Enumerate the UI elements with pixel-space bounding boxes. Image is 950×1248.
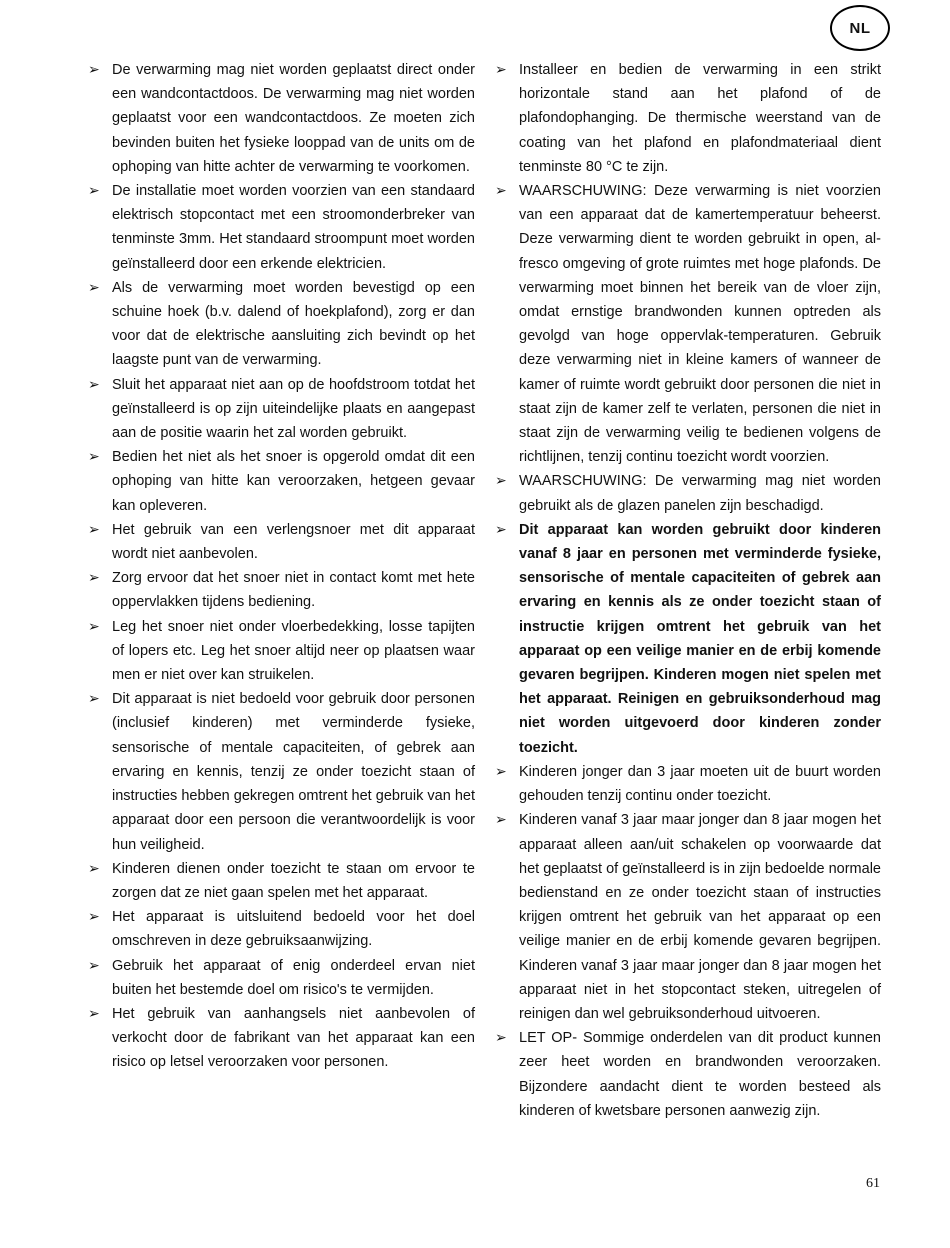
arrow-bullet-icon: ➢ (88, 570, 100, 587)
arrow-bullet-icon: ➢ (495, 521, 507, 538)
bullet-text: De installatie moet worden voorzien van een standaard elektrisch stopcontact met een stroomonderbreker van tenminste 3mm. Het standaard stroompunt moet worden geïnstalleerd door een erkende elektricien. (112, 183, 475, 272)
bullet-item (88, 58, 475, 179)
arrow-bullet-icon: ➢ (88, 909, 100, 926)
bullet-item (88, 1002, 475, 1075)
bullet-item (88, 954, 475, 1002)
bullet-item (88, 687, 475, 856)
bullet-item (495, 1026, 881, 1123)
bullet-item (88, 179, 475, 276)
bullet-item (88, 445, 475, 518)
arrow-bullet-icon: ➢ (88, 279, 100, 296)
bullet-text: WAARSCHUWING: De verwarming mag niet worden gebruikt als de glazen panelen zijn beschadigd. (519, 473, 881, 514)
bullet-text: Als de verwarming moet worden bevestigd op een schuine hoek (b.v. dalend of hoekplafond), zorg er dan voor dat de elektrische aansluiting zich bevindt op het laagste punt van de verwarming. (112, 279, 475, 369)
language-badge (830, 5, 890, 51)
bullet-text: Kinderen dienen onder toezicht te staan om ervoor te zorgen dat ze niet gaan spelen met het apparaat. (112, 860, 475, 901)
bullet-text: Kinderen jonger dan 3 jaar moeten uit de buurt worden gehouden tenzij continu onder toezicht. (519, 763, 881, 805)
bullet-item (88, 905, 475, 953)
arrow-bullet-icon: ➢ (88, 62, 100, 78)
bullet-text: LET OP- Sommige onderdelen van dit product kunnen zeer heet worden en brandwonden veroorzaken. Bijzondere aandacht dient te worden besteed als kinderen of kwetsbare personen aanwezig zijn. (519, 1030, 881, 1119)
bullet-text: Het apparaat is uitsluitend bedoeld voor het doel omschreven in deze gebruiksaanwijzing. (112, 909, 475, 950)
left-column (88, 58, 475, 1075)
bullet-item (495, 518, 881, 760)
bullet-item (495, 179, 881, 469)
bullet-item (495, 58, 881, 179)
arrow-bullet-icon: ➢ (88, 449, 100, 466)
page-number: 61 (866, 1176, 880, 1191)
bullet-text: Kinderen vanaf 3 jaar maar jonger dan 8 jaar mogen het apparaat alleen aan/uit schakelen op voorwaarde dat het geplaatst of geïnstalleerd is in zijn bedoelde normale bedienstand en ze onder toezicht staan of instructies krijgen omtrent het gebruik van het apparaat op een veilige manier en de erbij komende gevaren begrijpen. Kinderen vanaf 3 jaar maar jonger dan 8 jaar mogen het apparaat niet in het stopcontact steken, uitregelen of reinigen dan wel gebruiksonderhoud uitvoeren. (519, 812, 881, 1022)
bullet-item (88, 566, 475, 614)
arrow-bullet-icon: ➢ (88, 860, 100, 877)
bullet-item (88, 276, 475, 373)
bullet-text: Sluit het apparaat niet aan op de hoofdstroom totdat het geïnstalleerd is op zijn uiteindelijke plaats en aangepast aan de positie waarin het zal worden gebruikt. (112, 376, 475, 442)
bullet-item (88, 518, 475, 566)
bullet-item (88, 373, 475, 446)
bullet-item (495, 808, 881, 1026)
arrow-bullet-icon: ➢ (88, 521, 100, 538)
arrow-bullet-icon: ➢ (495, 473, 507, 490)
arrow-bullet-icon: ➢ (88, 1005, 100, 1022)
arrow-bullet-icon: ➢ (495, 812, 507, 829)
language-badge-label: NL (849, 19, 871, 37)
bullet-text: Zorg ervoor dat het snoer niet in contact komt met hete oppervlakken tijdens bediening. (112, 570, 475, 611)
bullet-item (495, 469, 881, 517)
arrow-bullet-icon: ➢ (495, 763, 507, 780)
bullet-text: Dit apparaat kan worden gebruikt door kinderen vanaf 8 jaar en personen met verminderde fysieke, sensorische of mentale capaciteiten of gebrek aan ervaring en kennis als ze onder toezicht staan of instructie krijgen omtrent het gebruik van het apparaat op een veilige manier en de erbij komende gevaren begrijpen. Kinderen mogen niet spelen met het apparaat. Reinigen en gebruiksonderhoud mag niet worden uitgevoerd door kinderen zonder toezicht. (519, 521, 881, 756)
bullet-text: Bedien het niet als het snoer is opgerold omdat dit een ophoping van hitte kan veroorzaken, hetgeen gevaar kan opleveren. (112, 449, 475, 514)
bullet-item (88, 615, 475, 688)
arrow-bullet-icon: ➢ (88, 957, 100, 974)
arrow-bullet-icon: ➢ (495, 1030, 507, 1047)
bullet-item (495, 760, 881, 808)
bullet-text: Gebruik het apparaat of enig onderdeel ervan niet buiten het bestemde doel om risico's te vermijden. (112, 957, 475, 998)
right-column (495, 58, 881, 1123)
arrow-bullet-icon: ➢ (88, 691, 100, 708)
arrow-bullet-icon: ➢ (88, 183, 100, 200)
arrow-bullet-icon: ➢ (88, 618, 100, 635)
bullet-text: Dit apparaat is niet bedoeld voor gebruik door personen (inclusief kinderen) met verminderde fysieke, sensorische of mentale capaciteiten, of gebrek aan ervaring en kennis, tenzij ze onder toezicht staan of instructies hebben gekregen omtrent het gebruik van het apparaat door een persoon die verantwoordelijk is voor hun veiligheid. (112, 691, 475, 853)
bullet-item (88, 857, 475, 905)
arrow-bullet-icon: ➢ (495, 183, 507, 200)
arrow-bullet-icon: ➢ (88, 376, 100, 393)
bullet-text: Leg het snoer niet onder vloerbedekking, losse tapijten of lopers etc. Leg het snoer altijd neer op plaatsen waar men er niet over kan struikelen. (112, 618, 475, 684)
bullet-text: Het gebruik van aanhangsels niet aanbevolen of verkocht door de fabrikant van het apparaat kan een risico op letsel veroorzaken voor personen. (112, 1005, 475, 1071)
bullet-text: Het gebruik van een verlengsnoer met dit apparaat wordt niet aanbevolen. (112, 521, 475, 563)
bullet-text: WAARSCHUWING: Deze verwarming is niet voorzien van een apparaat dat de kamertemperatuur beheerst. Deze verwarming dient te worden gebruikt in open, al-fresco omgeving of grote ruimtes met hoge plafonds. De verwarming moet binnen het bereik van de vloer zijn, omdat ernstige brandwonden kunnen optreden als gevolgd van hoge oppervlak-temperaturen. Gebruik deze verwarming niet in kleine kamers of wanneer de kamer of ruimte wordt gebruikt door personen die niet in staat zijn de kamer zelf te verlaten, personen die niet in staat zijn de verwarming veilig te bedienen volgens de richtlijnen, tenzij continu toezicht wordt voorzien. (519, 183, 881, 466)
arrow-bullet-icon: ➢ (495, 62, 507, 78)
bullet-text: Installeer en bedien de verwarming in een strikt horizontale stand aan het plafond of de plafondophanging. De thermische weerstand van de coating van het plafond en plafondmateriaal dient tenminste 80 °C te zijn. (519, 62, 881, 175)
bullet-text: De verwarming mag niet worden geplaatst direct onder een wandcontactdoos. De verwarming mag niet worden geplaatst voor een wandcontactdoos. Ze moeten zich bevinden buiten het fysieke looppad van de units om de ophoping van hitte achter de verwarming te voorkomen. (112, 62, 475, 175)
